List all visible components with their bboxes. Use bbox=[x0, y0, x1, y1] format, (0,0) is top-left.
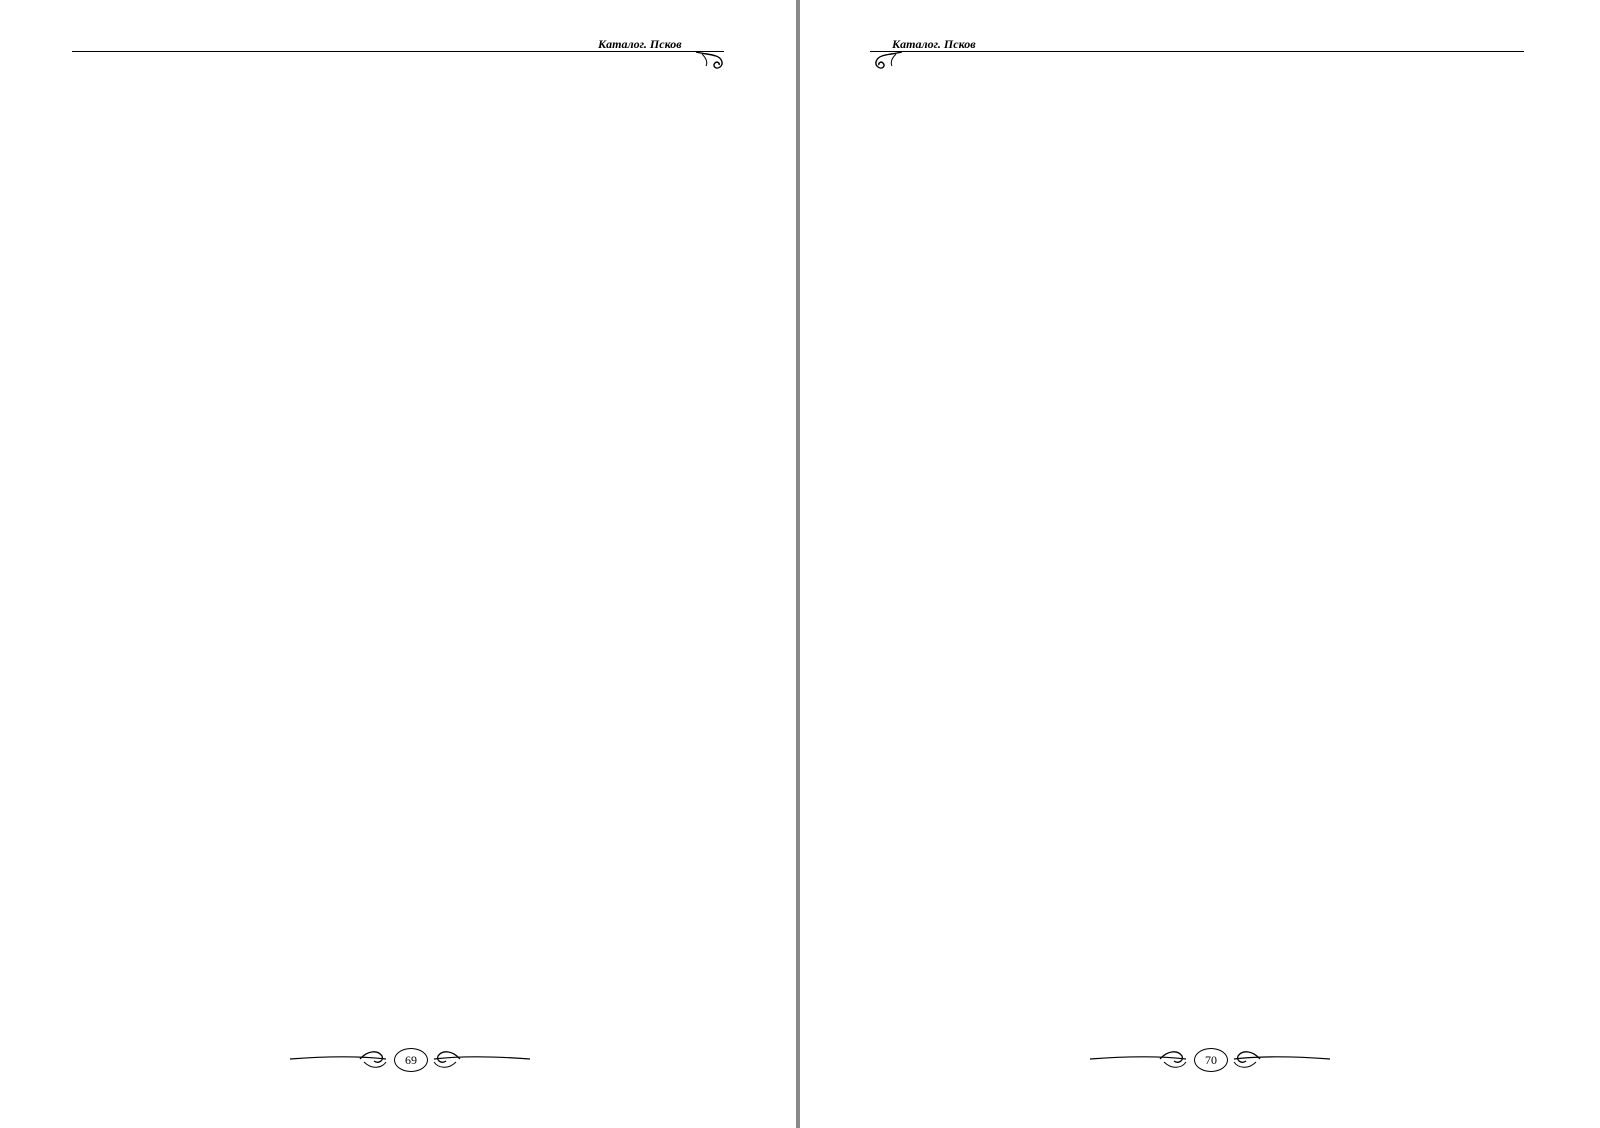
right-page bbox=[800, 0, 1600, 1128]
flourish-ornament-icon bbox=[694, 50, 726, 72]
page-footer bbox=[1090, 1044, 1330, 1074]
page-number: 70 bbox=[1194, 1048, 1228, 1072]
header-rule bbox=[870, 51, 1524, 52]
header-rule bbox=[72, 51, 724, 52]
running-header: Каталог. Псков bbox=[598, 37, 682, 51]
page-footer bbox=[290, 1044, 530, 1074]
page-number: 69 bbox=[394, 1048, 428, 1072]
flourish-ornament-icon bbox=[872, 50, 904, 72]
running-header: Каталог. Псков bbox=[892, 37, 976, 51]
left-page bbox=[0, 0, 796, 1128]
